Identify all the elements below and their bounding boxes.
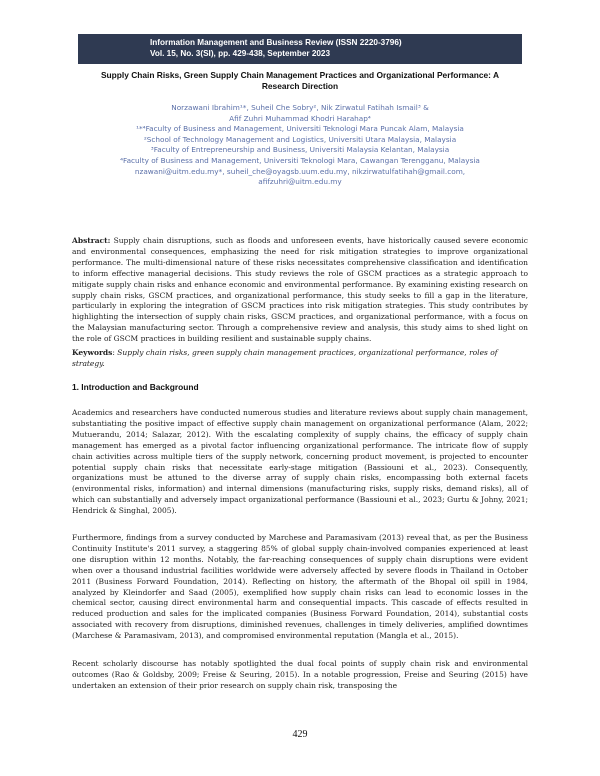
keywords-label: Keywords [72,348,113,357]
page-number: 429 [292,729,308,740]
email-line: nzawani@uitm.edu.my*, suheil_che@oyagsb.uum.edu.my, nikzirwatulfatihah@gmail.com, [134,166,466,176]
affiliation-line: ²School of Technology Management and Logistics, Universiti Utara Malaysia, Malaysia [143,134,457,144]
body-paragraph: Recent scholarly discourse has notably spotlighted the dual focal points of supply chain risk and environmental outcomes (Rao & Goldsby, 2009; Freise & Seuring, 2015). In a notable progression, Freise and Seuring (2015) have undertaken an extension of their prior research on supply chain risk, transposing the [72,659,528,690]
paper-title [78,70,522,92]
affiliation-line: ³Faculty of Entrepreneurship and Business, Universiti Malaysia Kelantan, Malaysia [150,145,450,155]
section-heading: 1. Introduction and Background [72,382,199,392]
journal-issue: Vol. 15, No. 3(SI), pp. 429-438, September 2023 [150,49,331,58]
body-paragraph: Furthermore, findings from a survey conducted by Marchese and Paramasivam (2013) reveal that, as per the Business Continuity Institute's 2011 survey, a staggering 85% of global supply chain-involved companies experienced at least one disruption within 12 months. Notably, the far-reaching consequences of supply chain disruptions were evident when over a thousand industrial facilities worldwide were adversely affected by severe floods in Thailand in October 2011 (Business Forward Foundation, 2014). Reflecting on history, the aftermath of the Bhopal oil spill in 1984, analyzed by Kleindorfer and Saad (2005), exemplified how supply chain risks can lead to economic losses in the chemical sector, causing direct environmental harm and consequential impacts. This cascade of effects resulted in reduced production and sales for the implicated companies (Business Forward Foundation, 2014), substantial costs associated with recovery from disruptions, diminished revenues, challenges in timely deliveries, amplified downtimes (Marchese & Paramasivam, 2013), and compromised environmental reputation (Mangla et al., 2015). [72,533,528,641]
abstract-text: Supply chain disruptions, such as floods and unforeseen events, have historically caused severe economic and environmental consequences, emphasizing the need for risk mitigation strategies to improve organizational performance. The multi-dimensional nature of these risks necessitates comprehensive classification and identification to inform effective managerial decisions. This study reviews the role of GSCM practices as a strategic approach to mitigate supply chain risks and enhance economic and environmental performance. By examining existing research on supply chain risks, GSCM practices, and organizational performance, this study seeks to fill a gap in the literature, particularly in exploring the integration of GSCM practices into risk mitigation strategies. This study contributes by highlighting the intersection of supply chain risks, GSCM practices, and organizational performance, with a focus on the Malaysian manufacturing sector. Through a comprehensive review and analysis, this study aims to shed light on the role of GSCM practices in building resilient and sustainable supply chains. [72,236,528,344]
affiliation-line: ⁴Faculty of Business and Management, Universiti Teknologi Mara, Cawangan Terengganu, Malaysia [120,155,480,165]
author-line: Norzawani Ibrahim¹*, Suheil Che Sobry², Nik Zirwatul Fatihah Ismail³ & [171,103,429,112]
journal-name: Information Management and Business Review (ISSN 2220-3796) [150,38,402,47]
abstract-label: Abstract: [72,236,111,245]
abstract [72,236,528,345]
title-line: Research Direction [261,81,339,91]
author-block [78,103,522,188]
author-line: Afif Zuhri Muhammad Khodri Harahap⁴ [229,113,371,123]
affiliation-line: ¹*⁴Faculty of Business and Management, Universiti Teknologi Mara Puncak Alam, Malaysia [136,124,464,134]
title-line: Supply Chain Risks, Green Supply Chain Management Practices and Organizational Performance: A [100,70,500,80]
journal-header-banner [78,34,522,64]
body-paragraph: Academics and researchers have conducted numerous studies and literature reviews about supply chain management, substantiating the positive impact of effective supply chain management on organizational performance (Alam, 2022; Mutuerandu, 2014; Salazar, 2012). With the escalating complexity of supply chains, the efficacy of supply chain management has emerged as a pivotal factor influencing organizational performance. The intricate flow of supply chain activities across multiple tiers of the supply network, concerning product movement, is projected to encounter potential supply chain risks that necessitate early-stage mitigation (Bassiouni et al., 2023). Consequently, organizations must be attuned to the diverse array of supply chain risks, encompassing both external facets (environmental risks, information) and internal dimensions (manufacturing risks, supply risks, demand risks), all of which can substantially and adversely impact organizational performance (Bassiouni et al., 2023; Gurtu & Johny, 2021; Hendrick & Singhal, 2005). [72,408,528,516]
keywords-text: Supply chain risks, green supply chain management practices, organizational performance, roles of strategy. [72,348,498,368]
email-line: afifzuhri@uitm.edu.my [258,177,342,187]
keywords: Keywords: Supply chain risks, green supply chain management practices, organizational performance, roles of strategy. [72,348,498,368]
